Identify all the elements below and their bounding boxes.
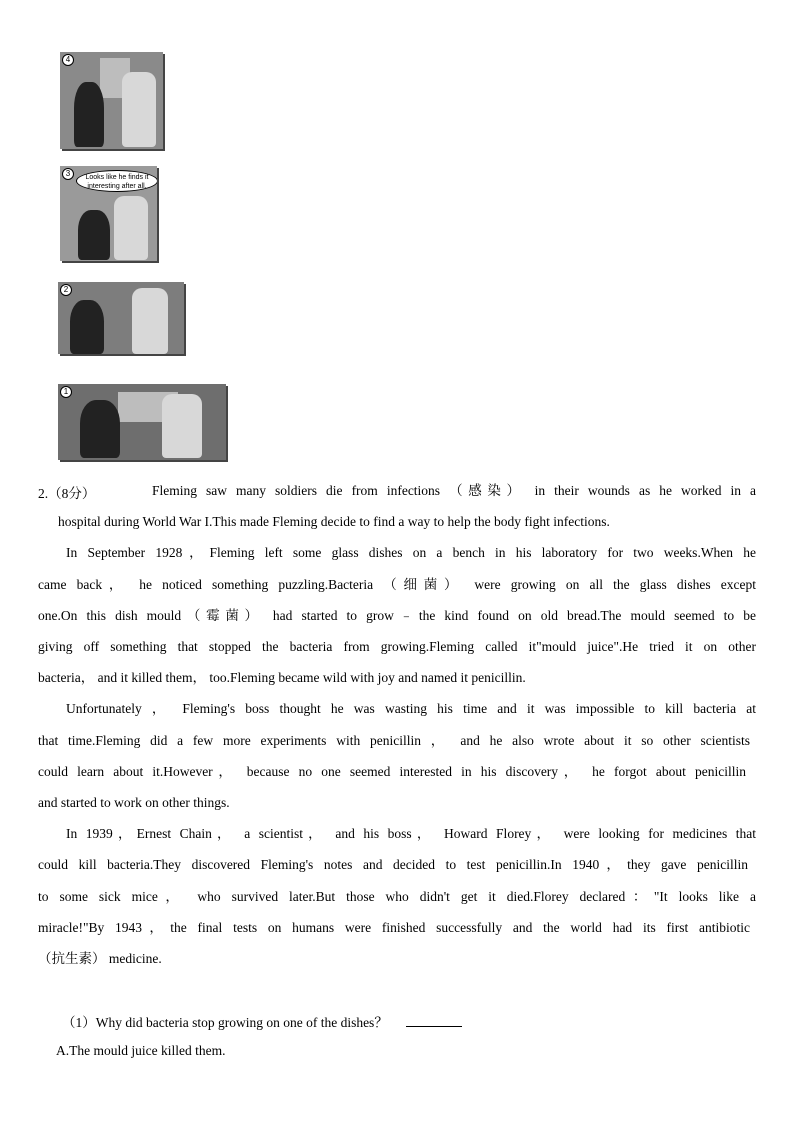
person-figure xyxy=(80,400,120,458)
comic-image-4 xyxy=(60,52,163,149)
passage-line: （抗生素） medicine. xyxy=(38,951,162,966)
image-number: 2 xyxy=(60,284,72,296)
person-figure xyxy=(132,288,168,354)
person-figure xyxy=(114,196,148,260)
passage-line: hospital during World War I.This made Fleming decide to find a way to help the body fight infections. xyxy=(58,514,610,529)
person-figure xyxy=(162,394,202,458)
option-a[interactable]: A.The mould juice killed them. xyxy=(56,1043,226,1058)
person-figure xyxy=(122,72,156,147)
passage-line: came back， he noticed something puzzling.Bacteria （细菌） were growing on all the glass dishes except xyxy=(38,577,756,592)
person-figure xyxy=(70,300,104,354)
image-number: 4 xyxy=(62,54,74,66)
passage-line: Unfortunately ， Fleming's boss thought he was wasting his time and it was impossible to kill bacteria at xyxy=(66,701,756,716)
question-number: 2.（8分） xyxy=(38,486,96,501)
passage-line: to some sick mice， who survived later.But those who didn't get it died.Florey declared："It looks like a xyxy=(38,889,756,904)
sub-question-text: （1）Why did bacteria stop growing on one of the dishes？ xyxy=(62,1015,388,1030)
passage-line: In 1939，Ernest Chain， a scientist， and his boss， Howard Florey， were looking for medicines that xyxy=(66,826,756,841)
comic-image-3 xyxy=(60,166,157,261)
passage-line: In September 1928，Fleming left some glass dishes on a bench in his laboratory for two weeks.When he xyxy=(66,545,756,560)
person-figure xyxy=(78,210,110,260)
passage-line: one.On this dish mould（霉菌） had started to grow﹣the kind found on old bread.The mould seemed to be xyxy=(38,608,756,623)
passage-line: Fleming saw many soldiers die from infections （感染） in their wounds as he worked in a xyxy=(152,483,756,498)
person-figure xyxy=(74,82,104,147)
passage-line: miracle!"By 1943，the final tests on humans were finished successfully and the world had its first antibiotic xyxy=(38,920,750,935)
passage-line: bacteria， and it killed them， too.Fleming became wild with joy and named it penicillin. xyxy=(38,670,526,685)
image-number: 3 xyxy=(62,168,74,180)
image-number: 1 xyxy=(60,386,72,398)
passage-line: that time.Fleming did a few more experiments with penicillin ， and he also wrote about it so other scientists xyxy=(38,733,750,748)
passage-line: could learn about it.However， because no one seemed interested in his discovery， he forgot about penicillin xyxy=(38,764,746,779)
speech-bubble: Looks like he finds it interesting after all. xyxy=(76,170,157,192)
sub-question-1 xyxy=(62,1011,462,1031)
passage-line: could kill bacteria.They discovered Fleming's notes and decided to test penicillin.In 1940，they gave penicillin xyxy=(38,857,748,872)
comic-image-2 xyxy=(58,282,184,354)
passage-line: giving off something that stopped the bacteria from growing.Fleming called it"mould juice".He tried it on other xyxy=(38,639,756,654)
answer-blank[interactable] xyxy=(406,1014,462,1027)
comic-image-1 xyxy=(58,384,226,460)
passage-line: and started to work on other things. xyxy=(38,795,230,810)
